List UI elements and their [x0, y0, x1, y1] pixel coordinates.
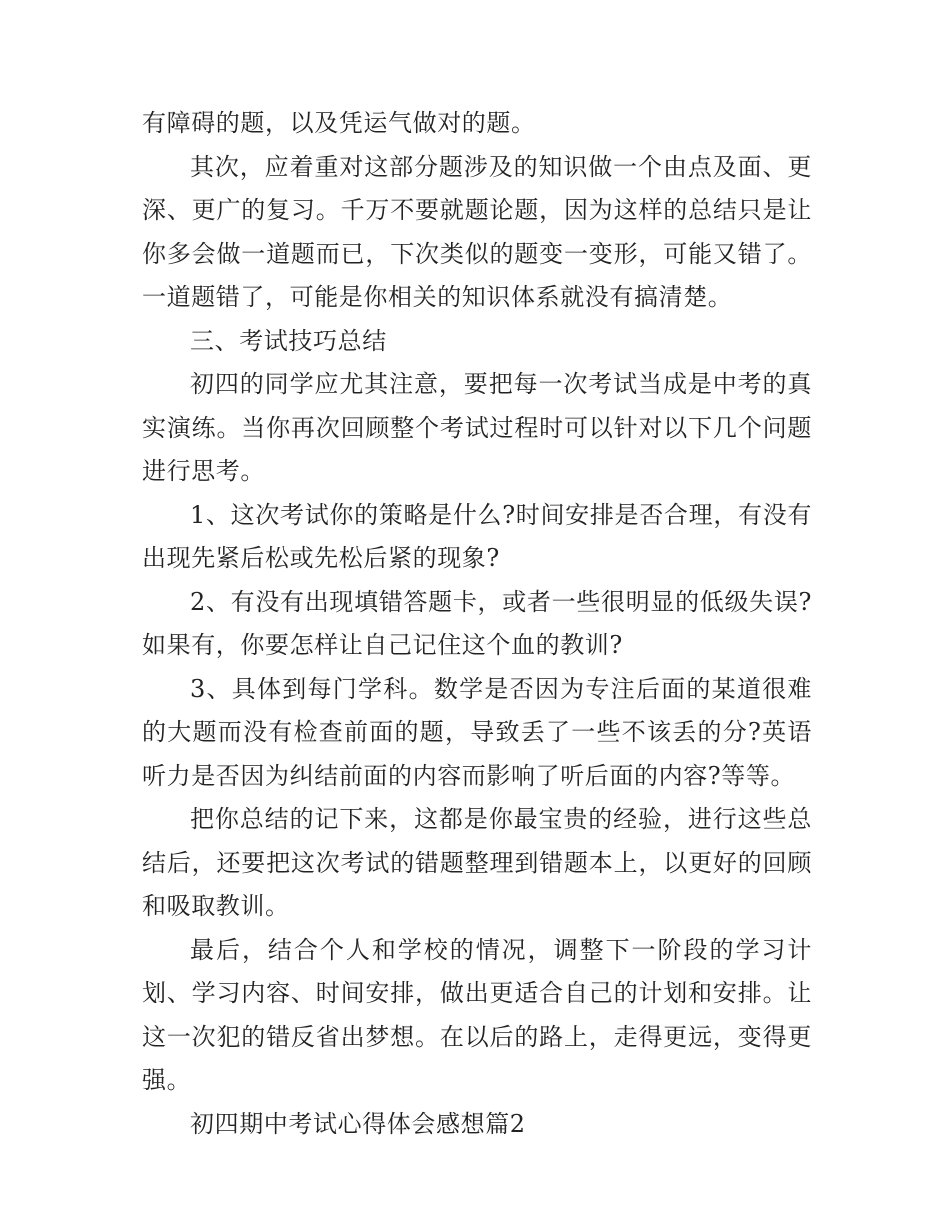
paragraph-secondly: 其次，应着重对这部分题涉及的知识做一个由点及面、更深、更广的复习。千万不要就题论题，因为这样的总结只是让你多会做一道题而已，下次类似的题变一变形，可能又错了。一道题错了，可能是你相关的知识体系就没有搞清楚。: [142, 152, 812, 311]
paragraph-question-2: 2、有没有出现填错答题卡，或者一些很明显的低级失误?如果有，你要怎样让自己记住这个血的教训?: [142, 587, 812, 659]
document-page: [142, 102, 812, 1146]
paragraph-finally: 最后，结合个人和学校的情况，调整下一阶段的学习计划、学习内容、时间安排，做出更适合自己的计划和安排。让这一次犯的错反省出梦想。在以后的路上，走得更远，变得更强。: [142, 935, 812, 1094]
paragraph-question-1: 1、这次考试你的策略是什么?时间安排是否合理，有没有出现先紧后松或先松后紧的现象?: [142, 500, 812, 572]
section-title-part-2: 初四期中考试心得体会感想篇2: [190, 1109, 526, 1138]
paragraph-grade4-advice: 初四的同学应尤其注意，要把每一次考试当成是中考的真实演练。当你再次回顾整个考试过程时可以针对以下几个问题进行思考。: [142, 370, 812, 485]
paragraph-record-summary: 把你总结的记下来，这都是你最宝贵的经验，进行这些总结后，还要把这次考试的错题整理到错题本上，以更好的回顾和吸取教训。: [142, 805, 812, 920]
paragraph-continuation: 有障碍的题，以及凭运气做对的题。: [142, 109, 536, 137]
paragraph-question-3: 3、具体到每门学科。数学是否因为专注后面的某道很难的大题而没有检查前面的题，导致丢了一些不该丢的分?英语听力是否因为纠结前面的内容而影响了听后面的内容?等等。: [142, 674, 812, 790]
section-heading-exam-tips: 三、考试技巧总结: [190, 326, 387, 355]
